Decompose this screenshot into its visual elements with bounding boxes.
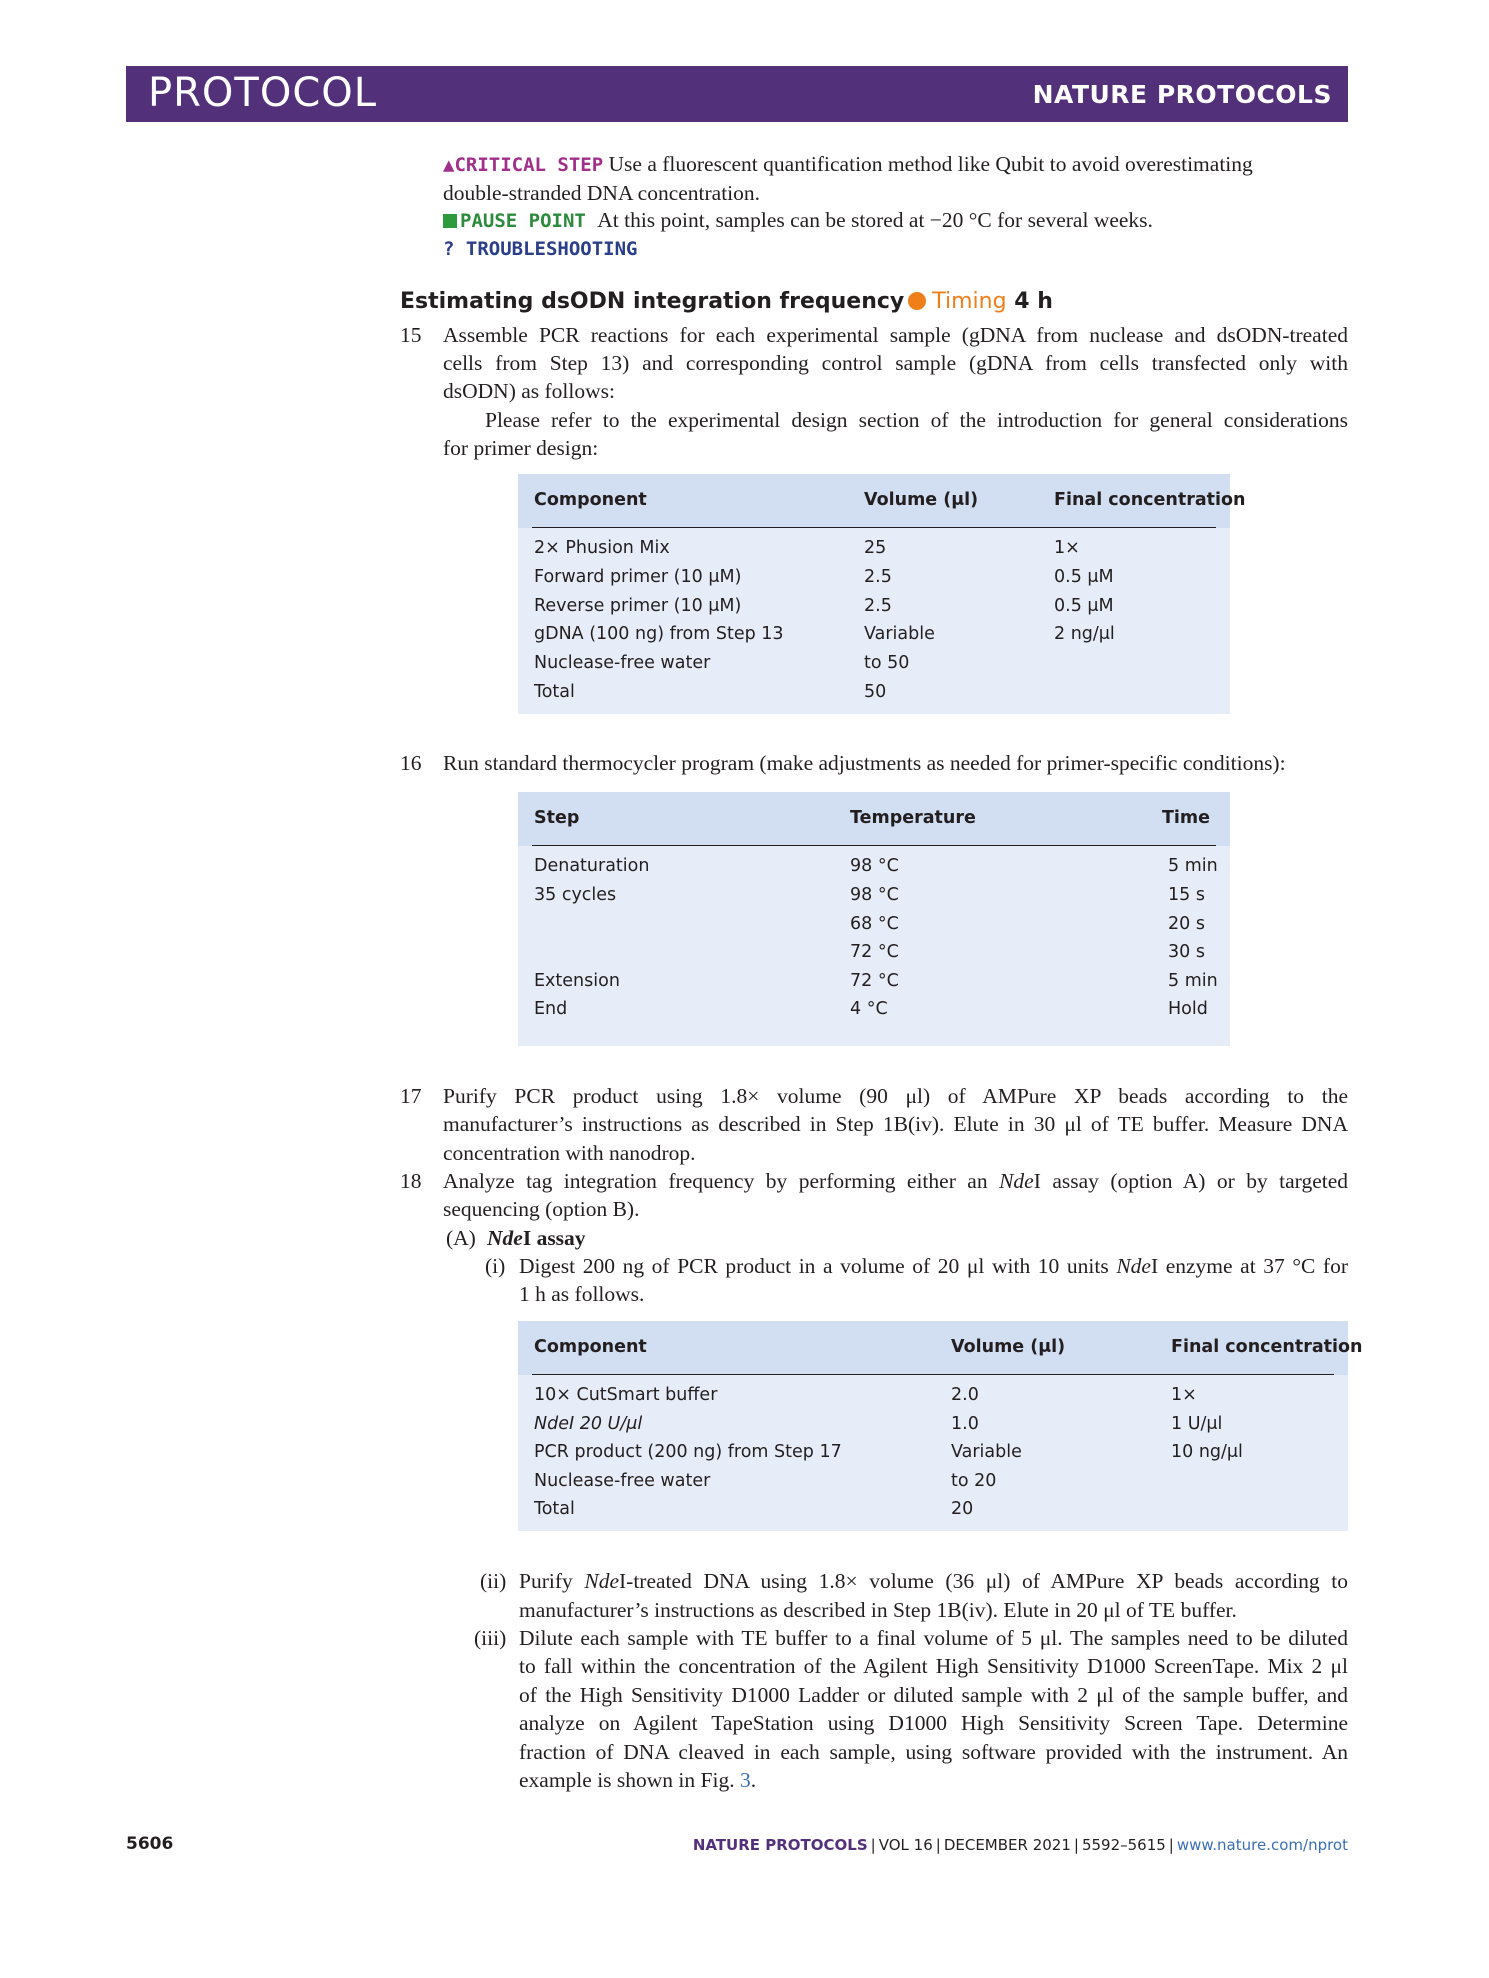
table-cell: 0.5 μM	[1054, 596, 1114, 616]
step-18-line-1-b: I assay (option A) or by targeted	[1033, 1169, 1349, 1193]
table-cell: Variable	[864, 624, 935, 644]
table-cell: 15 s	[1168, 885, 1205, 905]
table-cell: Total	[534, 1499, 575, 1519]
pause-point-text: At this point, samples can be stored at −20 °C for several weeks.	[597, 208, 1153, 232]
table-header-temperature: Temperature	[850, 808, 976, 828]
table-cell: Variable	[951, 1442, 1022, 1462]
sub-iii-line-2: to fall within the concentration of the Agilent High Sensitivity D1000 ScreenTape. Mix 2 μl	[519, 1654, 1348, 1678]
header-journal-name: NATURE PROTOCOLS	[1032, 80, 1332, 109]
table-cell: Nuclease-free water	[534, 653, 711, 673]
step-15-number: 15	[400, 323, 422, 347]
table-cell: 2.5	[864, 567, 892, 587]
step-17-number: 17	[400, 1084, 422, 1108]
sub-iii-line-1: Dilute each sample with TE buffer to a final volume of 5 μl. The samples need to be diluted	[519, 1626, 1348, 1650]
table-cell: End	[534, 999, 568, 1019]
table-cell: 35 cycles	[534, 885, 617, 905]
table-header-rule	[532, 527, 1216, 528]
step-15-line-1: Assemble PCR reactions for each experimental sample (gDNA from nuclease and dsODN-treated	[443, 323, 1348, 347]
sub-i-line-2: 1 h as follows.	[519, 1282, 645, 1306]
footer-date: DECEMBER 2021	[943, 1836, 1071, 1854]
sub-ii-line-1	[519, 1567, 1348, 1596]
table-cell: Hold	[1168, 999, 1208, 1019]
table-cell: 2 ng/μl	[1054, 624, 1115, 644]
step-17-line-2: manufacturer’s instructions as described in Step 1B(iv). Elute in 30 μl of TE buffer. Measure DNA	[443, 1112, 1348, 1136]
sub-i-label: (i)	[485, 1254, 506, 1278]
sub-iii-line-4: analyze on Agilent TapeStation using D1000 High Sensitivity Screen Tape. Determine	[519, 1711, 1348, 1735]
table-cell: PCR product (200 ng) from Step 17	[534, 1442, 842, 1462]
table-cell: 2.5	[864, 596, 892, 616]
sub-i-line-1-em: Nde	[1116, 1254, 1151, 1278]
option-a-title-rest: I assay	[522, 1226, 586, 1250]
table-cell: to 20	[951, 1471, 997, 1491]
table-cell: 68 °C	[850, 914, 899, 934]
troubleshooting-link-row	[443, 234, 637, 264]
sub-iii-line-6	[519, 1766, 756, 1795]
table-cell: Forward primer (10 μM)	[534, 567, 742, 587]
page-header	[126, 66, 1348, 122]
table-cell: 20 s	[1168, 914, 1205, 934]
table-cell: 10 ng/μl	[1171, 1442, 1243, 1462]
table-cell: Reverse primer (10 μM)	[534, 596, 742, 616]
pcr-reaction-table	[518, 474, 1246, 714]
step-17-line-3: concentration with nanodrop.	[443, 1141, 696, 1165]
critical-step-note	[443, 150, 1348, 180]
table-cell: 25	[864, 538, 887, 558]
step-17-line-1: Purify PCR product using 1.8× volume (90 μl) of AMPure XP beads according to the	[443, 1084, 1348, 1108]
sub-iii-label: (iii)	[474, 1626, 507, 1650]
step-18-line-1	[443, 1167, 1348, 1196]
footer-volume: VOL 16	[878, 1836, 933, 1854]
table-cell: 30 s	[1168, 942, 1205, 962]
table-cell: 98 °C	[850, 856, 899, 876]
header-protocol-label: PROTOCOL	[148, 70, 378, 116]
table-cell: 1×	[1054, 538, 1080, 558]
table-header-volume: Volume (μl)	[864, 490, 979, 510]
sub-ii-line-2: manufacturer’s instructions as described in Step 1B(iv). Elute in 20 μl of TE buffer.	[519, 1598, 1237, 1622]
table-header-component: Component	[534, 490, 647, 510]
table-cell: 72 °C	[850, 942, 899, 962]
step-15-line-5: for primer design:	[443, 436, 599, 460]
table-header-component: Component	[534, 1337, 647, 1357]
sub-ii-line-1-a: Purify	[519, 1569, 585, 1593]
table-cell: 98 °C	[850, 885, 899, 905]
table-cell: 1 U/μl	[1171, 1414, 1223, 1434]
sub-i-line-1	[519, 1252, 1348, 1281]
pause-point-label: PAUSE POINT	[460, 210, 586, 232]
footer-url-link[interactable]: www.nature.com/nprot	[1176, 1836, 1348, 1854]
timing-value: 4 h	[1014, 289, 1053, 314]
section-heading	[400, 289, 1053, 314]
footer-journal: NATURE PROTOCOLS	[692, 1836, 868, 1854]
table-cell: 0.5 μM	[1054, 567, 1114, 587]
table-cell: 2.0	[951, 1385, 979, 1405]
table-header-time: Time	[1161, 808, 1210, 828]
sub-iii-line-3: of the High Sensitivity D1000 Ladder or diluted sample with 2 μl of the sample buffer, and	[519, 1683, 1348, 1707]
sub-iii-line-5: fraction of DNA cleaved in each sample, using software provided with the instrument. An	[519, 1740, 1348, 1764]
table-cell: Total	[534, 682, 575, 702]
table-header-rule	[532, 1374, 1334, 1375]
step-15-line-2: cells from Step 13) and corresponding control sample (gDNA from cells transfected only with	[443, 351, 1348, 375]
table-cell: 2× Phusion Mix	[534, 538, 670, 558]
table-header-rule	[532, 845, 1216, 846]
table-cell: Denaturation	[534, 856, 650, 876]
table-cell: 50	[864, 682, 887, 702]
step-18-number: 18	[400, 1169, 422, 1193]
table-cell: 10× CutSmart buffer	[534, 1385, 718, 1405]
critical-step-text-1: Use a fluorescent quantification method like Qubit to avoid overestimating	[608, 152, 1253, 176]
step-16-text: Run standard thermocycler program (make adjustments as needed for primer-specific conditions):	[443, 751, 1286, 775]
table-cell: to 50	[864, 653, 910, 673]
step-18-line-1-em: Nde	[999, 1169, 1034, 1193]
timing-label: Timing	[932, 289, 1007, 314]
table-cell: 72 °C	[850, 971, 899, 991]
option-a-label: (A)	[446, 1226, 476, 1250]
option-a-title	[487, 1224, 586, 1253]
pause-square-icon	[443, 214, 457, 228]
figure-3-link[interactable]: 3	[739, 1768, 751, 1792]
section-title: Estimating dsODN integration frequency	[400, 289, 905, 314]
table-cell: Nuclease-free water	[534, 1471, 711, 1491]
table-header-final-concentration: Final concentration	[1054, 490, 1246, 510]
timing-clock-icon	[908, 292, 926, 310]
page-number: 5606	[126, 1834, 174, 1854]
critical-step-text-2: double-stranded DNA concentration.	[443, 181, 761, 205]
step-16-number: 16	[400, 751, 422, 775]
sub-i-line-1-b: I enzyme at 37 °C for	[1150, 1254, 1348, 1278]
table-cell: 20	[951, 1499, 974, 1519]
step-18-line-2: sequencing (option B).	[443, 1197, 640, 1221]
critical-step-label: ▲CRITICAL STEP	[443, 154, 604, 176]
sub-i-line-1-a: Digest 200 ng of PCR product in a volume of 20 μl with 10 units	[519, 1254, 1117, 1278]
sub-ii-line-1-em: Nde	[584, 1569, 620, 1593]
step-18-line-1-a: Analyze tag integration frequency by performing either an	[443, 1169, 1000, 1193]
table-cell: NdeI 20 U/μl	[534, 1414, 643, 1434]
sub-ii-line-1-b: I-treated DNA using 1.8× volume (36 μl) of AMPure XP beads according to	[619, 1569, 1348, 1593]
option-a-title-em: Nde	[487, 1226, 523, 1250]
ndei-digest-table	[518, 1321, 1363, 1531]
footer-pages: 5592–5615	[1081, 1836, 1166, 1854]
table-header-step: Step	[534, 808, 580, 828]
thermocycler-table	[518, 792, 1230, 1046]
table-cell: 1.0	[951, 1414, 979, 1434]
sub-iii-line-6-a: example is shown in Fig.	[519, 1768, 740, 1792]
pause-point-note	[443, 206, 1153, 236]
table-cell: gDNA (100 ng) from Step 13	[534, 624, 784, 644]
step-15-line-4: Please refer to the experimental design section of the introduction for general considerations	[485, 408, 1348, 432]
table-cell: Extension	[534, 971, 620, 991]
table-cell: 5 min	[1168, 856, 1218, 876]
table-cell: 1×	[1171, 1385, 1197, 1405]
table-header-final-concentration: Final concentration	[1171, 1337, 1363, 1357]
table-cell: 5 min	[1168, 971, 1218, 991]
step-15-line-3: dsODN) as follows:	[443, 379, 615, 403]
troubleshooting-label[interactable]: ? TROUBLESHOOTING	[443, 238, 638, 260]
table-cell: 4 °C	[850, 999, 888, 1019]
table-header-volume: Volume (μl)	[951, 1337, 1066, 1357]
sub-iii-line-6-b: .	[750, 1768, 757, 1792]
footer-citation: NATURE PROTOCOLS | VOL 16 | DECEMBER 2021 | 5592–5615 | www.nature.com/nprot	[692, 1836, 1348, 1854]
sub-ii-label: (ii)	[480, 1569, 507, 1593]
